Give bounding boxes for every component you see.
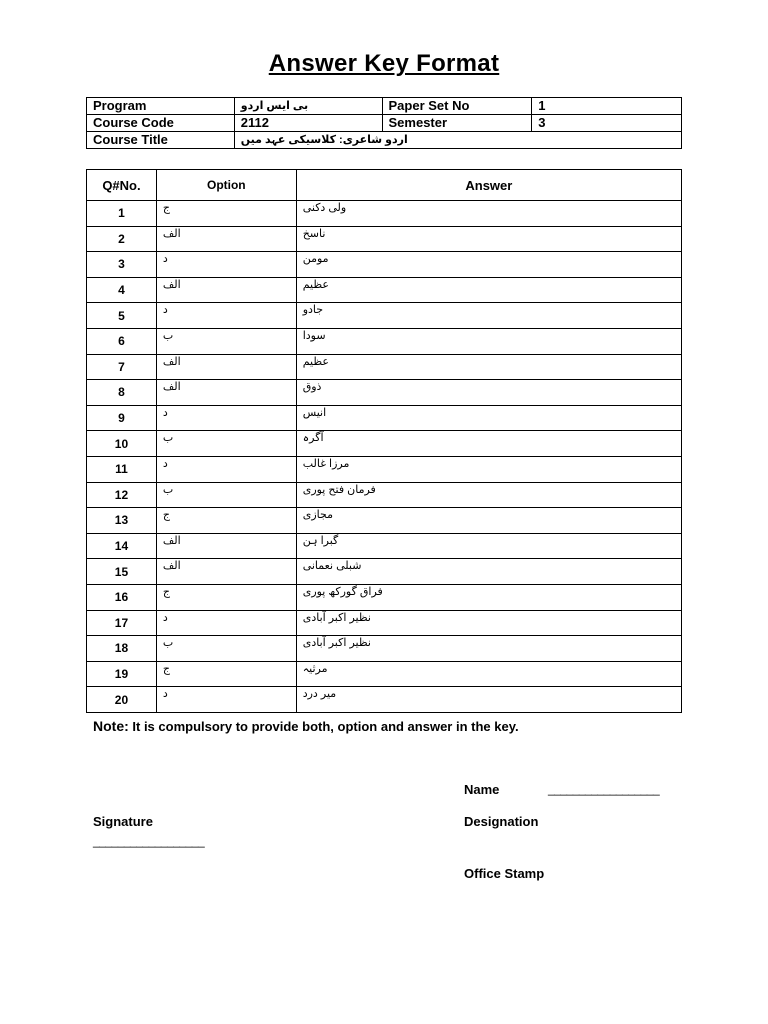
info-row — [87, 115, 682, 132]
office-stamp-label: Office Stamp — [464, 866, 545, 881]
table-row — [87, 252, 682, 278]
option-cell: د — [156, 405, 296, 431]
question-number: 10 — [87, 431, 157, 457]
option-cell: ب — [156, 636, 296, 662]
signature-label: Signature — [93, 814, 153, 829]
info-row — [87, 132, 682, 149]
table-row — [87, 533, 682, 559]
option-cell: د — [156, 303, 296, 329]
answer-cell: سودا — [296, 328, 681, 354]
program-value: بی ایس اردو — [234, 98, 382, 115]
name-label: Name — [464, 782, 500, 797]
option-cell: الف — [156, 559, 296, 585]
answer-cell: انیس — [296, 405, 681, 431]
table-row — [87, 431, 682, 457]
option-cell: د — [156, 456, 296, 482]
question-number: 7 — [87, 354, 157, 380]
answer-key-body — [87, 201, 682, 713]
answer-cell: ناسخ — [296, 226, 681, 252]
question-number: 20 — [87, 687, 157, 713]
answer-cell: گبرا ہن — [296, 533, 681, 559]
answer-cell: شبلی نعمانی — [296, 559, 681, 585]
option-cell: ج — [156, 508, 296, 534]
table-row — [87, 559, 682, 585]
option-cell: د — [156, 687, 296, 713]
table-row — [87, 226, 682, 252]
option-cell: الف — [156, 354, 296, 380]
table-row — [87, 201, 682, 227]
table-row — [87, 328, 682, 354]
table-row — [87, 610, 682, 636]
option-cell: د — [156, 610, 296, 636]
note — [93, 718, 519, 734]
option-cell: د — [156, 252, 296, 278]
table-row — [87, 354, 682, 380]
table-row — [87, 661, 682, 687]
course-code-value: 2112 — [234, 115, 382, 132]
answer-cell: مرثیہ — [296, 661, 681, 687]
answer-cell: میر درد — [296, 687, 681, 713]
table-row — [87, 636, 682, 662]
answer-header: Answer — [296, 170, 681, 201]
question-number: 2 — [87, 226, 157, 252]
question-number: 1 — [87, 201, 157, 227]
program-label: Program — [87, 98, 235, 115]
answer-cell: مرزا غالب — [296, 456, 681, 482]
option-cell: ب — [156, 482, 296, 508]
table-row — [87, 482, 682, 508]
question-number: 5 — [87, 303, 157, 329]
course-info-table — [86, 97, 682, 149]
option-cell: الف — [156, 277, 296, 303]
paper-set-label: Paper Set No — [382, 98, 532, 115]
option-cell: ب — [156, 328, 296, 354]
paper-set-value: 1 — [532, 98, 682, 115]
question-number: 13 — [87, 508, 157, 534]
answer-cell: فرمان فتح پوری — [296, 482, 681, 508]
question-number: 11 — [87, 456, 157, 482]
option-cell: ب — [156, 431, 296, 457]
question-number: 4 — [87, 277, 157, 303]
note-label: Note: — [93, 718, 129, 734]
answer-key-header — [87, 170, 682, 201]
question-number: 3 — [87, 252, 157, 278]
question-number: 16 — [87, 584, 157, 610]
answer-cell: مومن — [296, 252, 681, 278]
answer-cell: مجازی — [296, 508, 681, 534]
option-cell: ج — [156, 584, 296, 610]
option-cell: الف — [156, 226, 296, 252]
answer-cell: نظیر اکبر آبادی — [296, 610, 681, 636]
designation-label: Designation — [464, 814, 539, 829]
course-code-label: Course Code — [87, 115, 235, 132]
q-number-header: Q#No. — [87, 170, 157, 201]
table-row — [87, 277, 682, 303]
option-cell: الف — [156, 533, 296, 559]
option-cell: الف — [156, 380, 296, 406]
answer-cell: عظیم — [296, 354, 681, 380]
answer-cell: فراق گورکھ پوری — [296, 584, 681, 610]
table-row — [87, 456, 682, 482]
table-row — [87, 405, 682, 431]
course-title-value: اردو شاعری: کلاسیکی عہد میں — [234, 132, 681, 149]
table-row — [87, 584, 682, 610]
option-cell: ج — [156, 201, 296, 227]
question-number: 9 — [87, 405, 157, 431]
semester-label: Semester — [382, 115, 532, 132]
table-row — [87, 303, 682, 329]
answer-cell: آگرہ — [296, 431, 681, 457]
answer-cell: جادو — [296, 303, 681, 329]
question-number: 6 — [87, 328, 157, 354]
page-title: Answer Key Format — [268, 50, 500, 77]
option-header: Option — [156, 170, 296, 201]
signature-line: __________________ — [93, 834, 205, 848]
table-row — [87, 508, 682, 534]
question-number: 18 — [87, 636, 157, 662]
question-number: 8 — [87, 380, 157, 406]
name-line: __________________ — [548, 782, 660, 796]
option-cell: ج — [156, 661, 296, 687]
answer-cell: ولی دکنی — [296, 201, 681, 227]
question-number: 19 — [87, 661, 157, 687]
semester-value: 3 — [532, 115, 682, 132]
answer-cell: نظیر اکبر آبادی — [296, 636, 681, 662]
course-title-label: Course Title — [87, 132, 235, 149]
answer-cell: ذوق — [296, 380, 681, 406]
answer-key-table — [86, 169, 682, 713]
question-number: 15 — [87, 559, 157, 585]
answer-cell: عظیم — [296, 277, 681, 303]
question-number: 17 — [87, 610, 157, 636]
info-row — [87, 98, 682, 115]
question-number: 14 — [87, 533, 157, 559]
table-row — [87, 687, 682, 713]
note-text: It is compulsory to provide both, option and answer in the key. — [128, 719, 519, 734]
table-row — [87, 380, 682, 406]
question-number: 12 — [87, 482, 157, 508]
